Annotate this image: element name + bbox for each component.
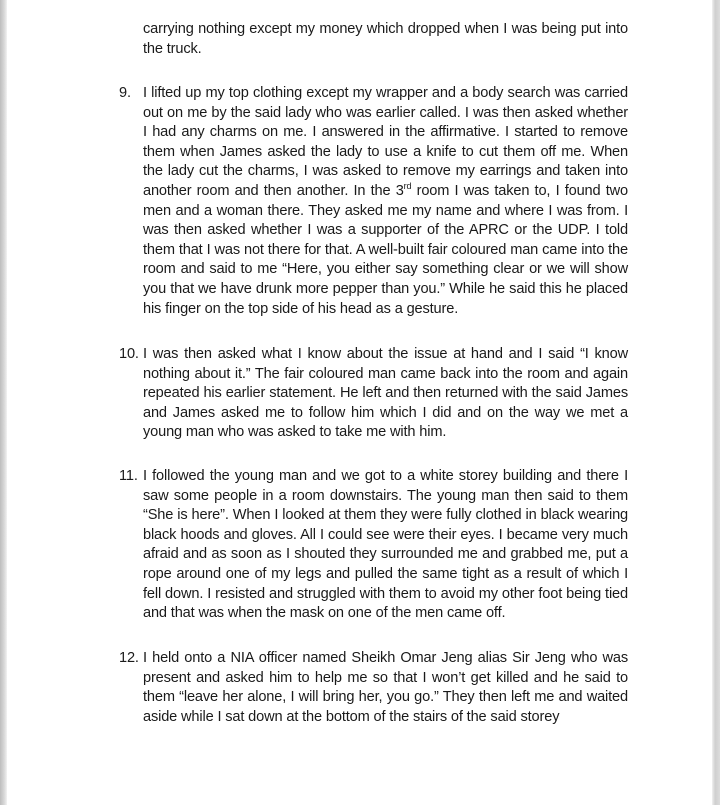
paragraph-text: I lifted up my top clothing except my wrapper and a body search was carried out on me by the said lady who was earlier called. I was then asked whether I had any charms on me. I answered in the affirmative. I started to remove them when James asked the lady to use a knife to cut them off me. When the lady cut the charms, I was asked to remove my earrings and taken into another room and then another. In the 3 bbox=[143, 85, 628, 199]
paragraph-number: 9. bbox=[119, 85, 131, 101]
paragraph-text: I held onto a NIA officer named Sheikh Omar Jeng alias Sir Jeng who was present and asked him to help me so that I won’t get killed and he said to them “leave her alone, I will bring her, you go.” They then left me and waited aside while I sat down at the bottom of the stairs of the said storey bbox=[143, 650, 628, 725]
paragraph-number: 12. bbox=[119, 650, 139, 666]
paragraph-text-continued: room I was taken to, I found two men and a woman there. They asked me my name and where I was from. I was then asked whether I was a supporter of the APRC or the UDP. I told them that I was not there for that. A well-built fair coloured man came into the room and said to me “Here, you either say something clear or we will show you that we have drunk more pepper than you.” While he said this he placed his finger on the top side of his head as a gesture. bbox=[143, 182, 628, 317]
paragraph-text: I followed the young man and we got to a white storey building and there I saw some people in a room downstairs. The young man then said to them “She is here”. When I looked at them they were fully clothed in black wearing black hoods and gloves. All I could see were their eyes. I became very much afraid and as soon as I shouted they surrounded me and grabbed me, put a rope around one of my legs and pulled the same tight as a result of which I fell down. I resisted and struggled with them to avoid my other foot being tied and that was when the mask on one of the men came off. bbox=[143, 468, 628, 622]
paragraph-9 bbox=[119, 84, 628, 319]
paragraph-text: carrying nothing except my money which dropped when I was being put into the truck. bbox=[143, 21, 628, 57]
paragraph-number: 11. bbox=[119, 468, 138, 484]
paragraph-text: I was then asked what I know about the issue at hand and I said “I know nothing about it.” The fair coloured man came back into the room and again repeated his earlier statement. He left and then returned with the said James and James asked me to follow him which I did and on the way we met a young man who was asked to take me with him. bbox=[143, 346, 628, 441]
paragraph-12 bbox=[119, 649, 628, 727]
paragraph-10 bbox=[119, 345, 628, 443]
paragraph-continuation bbox=[143, 20, 628, 59]
paragraph-11 bbox=[119, 467, 628, 624]
ordinal-superscript: rd bbox=[403, 180, 412, 191]
paragraph-number: 10. bbox=[119, 346, 139, 362]
